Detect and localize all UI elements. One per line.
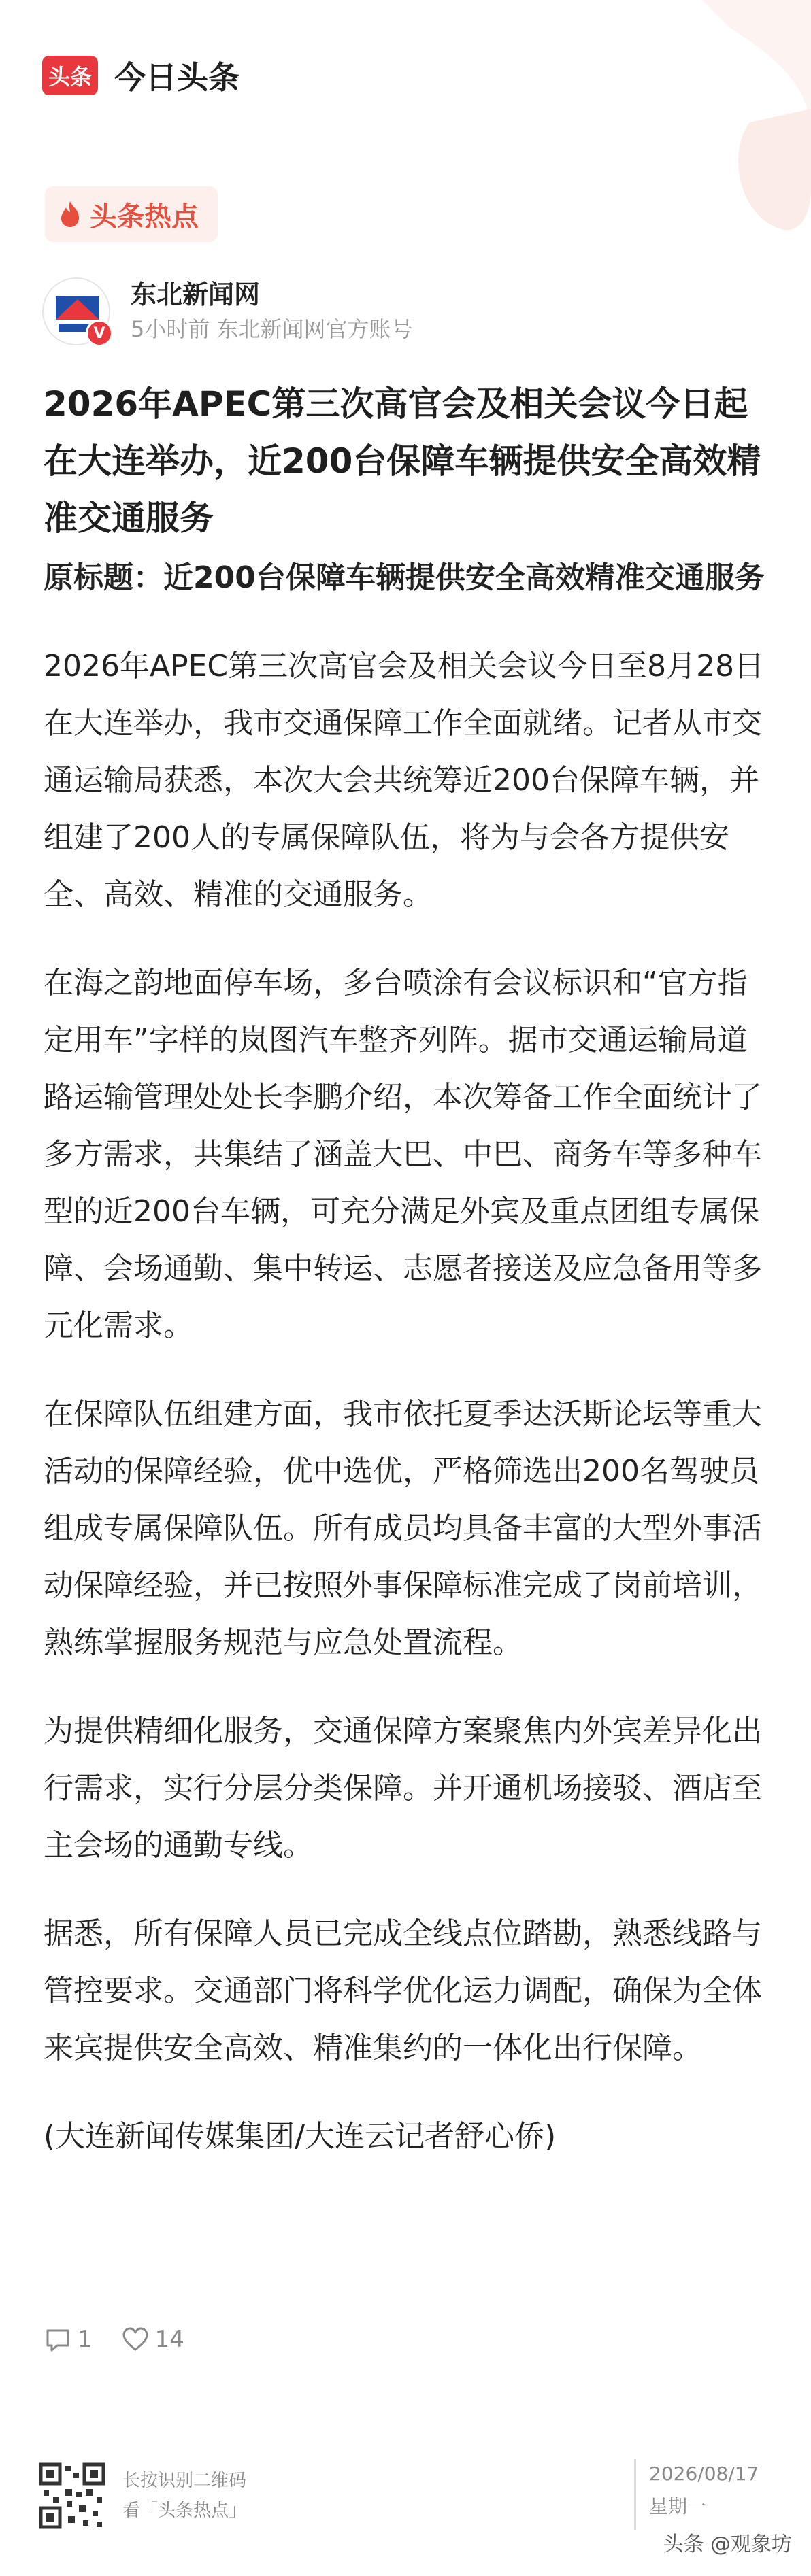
verified-badge: V bbox=[86, 320, 113, 347]
flame-icon bbox=[59, 200, 82, 228]
qr-hint: 长按识别二维码 bbox=[122, 2471, 247, 2491]
author-avatar[interactable] bbox=[42, 277, 110, 345]
comment-count: 1 bbox=[78, 2326, 93, 2353]
author-name[interactable]: 东北新闻网 bbox=[131, 279, 261, 309]
app-logo[interactable]: 头条 bbox=[42, 56, 98, 95]
share-footer bbox=[38, 2455, 773, 2537]
hot-topic-label: 头条热点 bbox=[90, 201, 199, 233]
comment-icon bbox=[44, 2325, 72, 2354]
article-source: (大连新闻传媒集团/大连云记者舒心侨) bbox=[44, 2119, 557, 2154]
article-title: 2026年APEC第三次高官会及相关会议今日起在大连举办，近200台保障车辆提供安全高效精准交通服务 bbox=[44, 384, 761, 538]
action-bar bbox=[44, 2319, 213, 2360]
article-body bbox=[44, 549, 765, 2197]
article-paragraph: 在海之韵地面停车场，多台喷涂有会议标识和“官方指定用车”字样的岚图汽车整齐列阵。据市交通运输局道路运输管理处处长李鹏介绍，本次筹备工作全面统计了多方需求，共集结了涵盖大巴、中巴、商务车等多种车型的近200台车辆，可充分满足外宾及重点团组专属保障、会场通勤、集中转运、志愿者接送及应急备用等多元化需求。 bbox=[44, 966, 762, 1343]
article-paragraph: 为提供精细化服务，交通保障方案聚焦内外宾差异化出行需求，实行分层分类保障。并开通机场接驳、酒店至主会场的通勤专线。 bbox=[44, 1714, 762, 1863]
qr-code-icon[interactable] bbox=[38, 2462, 106, 2530]
like-button[interactable] bbox=[121, 2325, 184, 2354]
article-paragraph: 据悉，所有保障人员已完成全线点位踏勘，熟悉线路与管控要求。交通部门将科学优化运力调配，确保为全体来宾提供安全高效、精准集约的一体化出行保障。 bbox=[44, 1916, 762, 2065]
divider bbox=[634, 2459, 636, 2530]
background-decoration bbox=[525, 0, 811, 286]
heart-icon bbox=[121, 2325, 150, 2354]
app-header bbox=[42, 53, 239, 98]
like-count: 14 bbox=[154, 2326, 184, 2353]
article-paragraph: 在保障队伍组建方面，我市依托夏季达沃斯论坛等重大活动的保障经验，优中选优，严格筛选出200名驾驶员组成专属保障队伍。所有成员均具备丰富的大型外事活动保障经验，并已按照外事保障标准完成了岗前培训，熟练掌握服务规范与应急处置流程。 bbox=[44, 1397, 762, 1660]
qr-hint-secondary: 看「头条热点」 bbox=[122, 2501, 247, 2521]
weekday: 星期一 bbox=[649, 2495, 707, 2518]
hot-topic-tag[interactable] bbox=[45, 186, 218, 242]
article-subtitle: 原标题：近200台保障车辆提供安全高效精准交通服务 bbox=[44, 560, 765, 595]
article-paragraph: 2026年APEC第三次高官会及相关会议今日至8月28日在大连举办，我市交通保障工作全面就绪。记者从市交通运输局获悉，本次大会共统筹近200台保障车辆，并组建了200人的专属保障队伍，将为与会各方提供安全、高效、精准的交通服务。 bbox=[44, 649, 765, 912]
author-row[interactable] bbox=[42, 277, 413, 345]
comment-button[interactable] bbox=[44, 2325, 93, 2354]
date: 2026/08/17 bbox=[649, 2462, 759, 2485]
author-meta: 5小时前 东北新闻网官方账号 bbox=[131, 316, 413, 342]
app-name: 今日头条 bbox=[114, 59, 239, 96]
watermark: 头条 @观象坊 bbox=[663, 2532, 792, 2556]
